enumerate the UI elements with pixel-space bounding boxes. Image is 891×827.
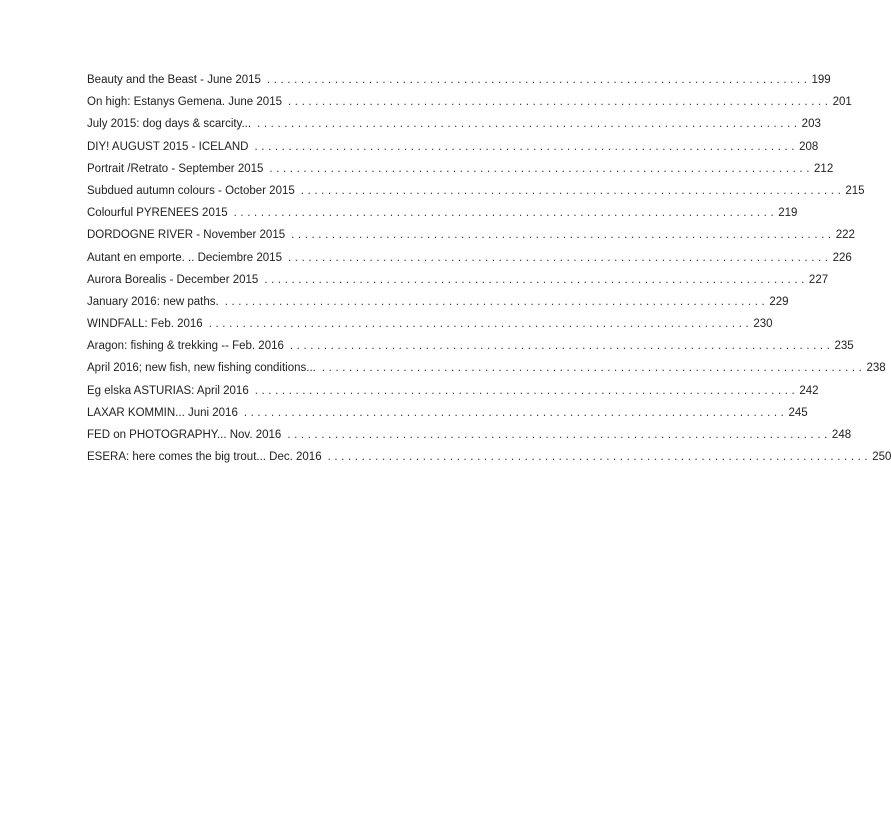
toc-entry-page: 203 [801, 118, 821, 131]
toc-entry-page: 212 [814, 162, 834, 175]
toc-dot-leader: ................................................................................ [224, 295, 769, 308]
toc-entry-page: 235 [834, 340, 854, 353]
toc-entry-page: 230 [753, 318, 773, 331]
toc-entry-page: 199 [811, 74, 831, 86]
toc-dot-leader: ................................................................................ [254, 384, 799, 397]
toc-entry-page: 238 [866, 362, 886, 375]
toc-entry[interactable] [87, 113, 821, 135]
toc-entry[interactable] [87, 291, 789, 313]
toc-entry[interactable] [87, 313, 773, 335]
toc-entry-page: 227 [808, 273, 829, 286]
toc-entry[interactable] [87, 136, 819, 158]
toc-dot-leader: ................................................................................ [289, 340, 834, 353]
toc-entry-title: Eg elska ASTURIAS: April 2016 [87, 384, 249, 397]
toc-dot-leader: ................................................................................ [254, 140, 799, 153]
toc-dot-leader: ................................................................................ [321, 362, 866, 375]
toc-entry-title: July 2015: dog days & scarcity... [87, 118, 252, 131]
toc-entry-title: Portrait /Retrato - September 2015 [87, 162, 264, 175]
toc-entry-title: Beauty and the Beast - June 2015 [87, 74, 261, 86]
toc-entry-page: 229 [769, 295, 789, 308]
toc-entry[interactable] [87, 91, 852, 113]
table-of-contents [87, 69, 891, 468]
toc-dot-leader: ................................................................................ [243, 406, 788, 419]
toc-dot-leader: ................................................................................ [233, 207, 778, 220]
toc-entry[interactable] [87, 69, 831, 91]
toc-entry-page: 222 [835, 229, 855, 242]
toc-dot-leader: ................................................................................ [300, 184, 845, 197]
toc-entry-page: 226 [832, 251, 852, 264]
toc-dot-leader: ................................................................................ [208, 318, 753, 331]
toc-entry[interactable] [87, 357, 886, 379]
toc-dot-leader: ................................................................................ [269, 162, 814, 175]
toc-entry-title: DIY! AUGUST 2015 - ICELAND [87, 140, 249, 153]
toc-entry[interactable] [87, 224, 855, 246]
toc-entry[interactable] [87, 446, 891, 468]
toc-entry-page: 242 [799, 384, 819, 397]
toc-entry-page: 208 [799, 140, 819, 153]
toc-dot-leader: ................................................................................ [287, 251, 832, 264]
toc-dot-leader: ................................................................................ [291, 229, 835, 242]
toc-entry[interactable] [87, 247, 852, 269]
toc-entry-title: LAXAR KOMMIN... Juni 2016 [87, 406, 238, 419]
toc-entry[interactable] [87, 158, 834, 180]
toc-entry-page: 215 [845, 184, 865, 197]
toc-dot-leader: ................................................................................ [327, 451, 872, 464]
toc-entry-title: Aragon: fishing & trekking -- Feb. 2016 [87, 340, 284, 353]
toc-entry-title: On high: Estanys Gemena. June 2015 [87, 96, 282, 109]
toc-entry-page: 250 [872, 451, 891, 464]
toc-entry[interactable] [87, 380, 819, 402]
toc-entry-title: April 2016; new fish, new fishing conditions... [87, 362, 316, 375]
toc-entry[interactable] [87, 202, 798, 224]
toc-dot-leader: ................................................................................ [264, 273, 808, 286]
toc-entry[interactable] [87, 402, 808, 424]
toc-entry-page: 201 [832, 96, 852, 109]
toc-entry-title: Subdued autumn colours - October 2015 [87, 184, 295, 197]
toc-entry-title: FED on PHOTOGRAPHY... Nov. 2016 [87, 429, 282, 441]
toc-entry-title: Autant en emporte. .. Deciembre 2015 [87, 251, 282, 264]
toc-entry-page: 245 [788, 406, 808, 419]
toc-entry-title: Colourful PYRENEES 2015 [87, 207, 228, 220]
toc-entry-title: DORDOGNE RIVER - November 2015 [87, 229, 286, 242]
toc-dot-leader: ................................................................................ [257, 118, 801, 131]
toc-entry-title: WINDFALL: Feb. 2016 [87, 318, 203, 331]
toc-entry-page: 219 [778, 207, 798, 220]
toc-dot-leader: ................................................................................ [287, 429, 831, 441]
toc-entry[interactable] [87, 180, 865, 202]
toc-entry-page: 248 [831, 429, 852, 441]
toc-entry[interactable] [87, 269, 829, 291]
toc-entry-title: ESERA: here comes the big trout... Dec. 2016 [87, 451, 322, 464]
toc-entry[interactable] [87, 424, 852, 446]
toc-dot-leader: ................................................................................ [266, 74, 811, 86]
toc-dot-leader: ................................................................................ [287, 96, 832, 109]
toc-entry[interactable] [87, 335, 854, 357]
toc-entry-title: Aurora Borealis - December 2015 [87, 273, 259, 286]
toc-entry-title: January 2016: new paths. [87, 295, 219, 308]
